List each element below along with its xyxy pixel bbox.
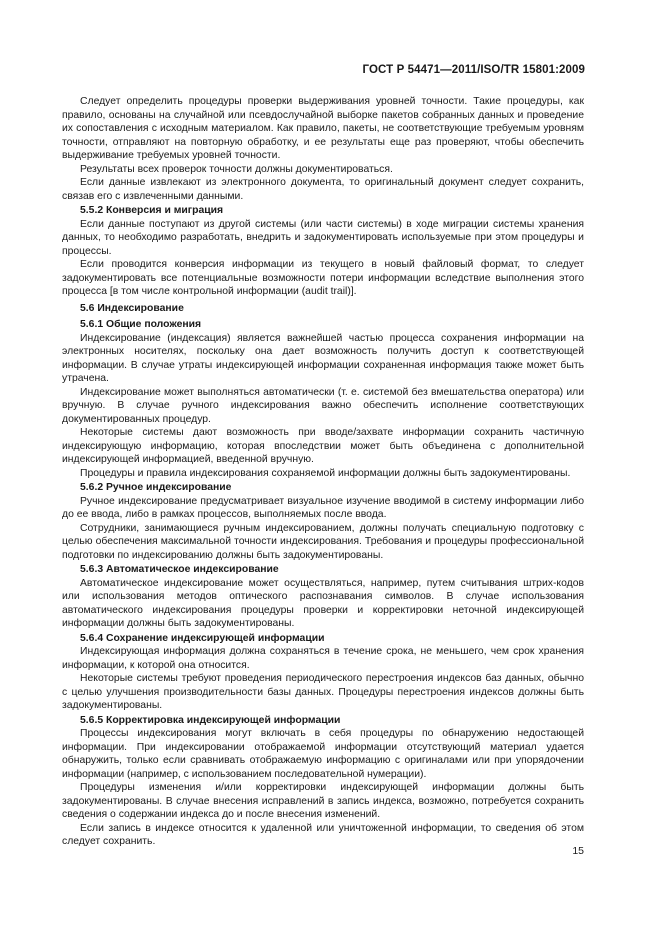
paragraph: Процессы индексирования могут включать в себя процедуры по обнаружению недостающей информации. При индексировании отображаемой информации отсутствующий материал удается обнаружить, только если сравнивать отображаемую информацию с оригиналами или при упорядочении информации (например, с использованием последовательной нумерации). — [62, 728, 584, 780]
page-number: 15 — [572, 845, 584, 857]
section-heading-5-6-5: 5.6.5 Корректировка индексирующей информации — [80, 714, 341, 726]
paragraph: Сотрудники, занимающиеся ручным индексированием, должны получать специальную подготовку с целью обеспечения максимальной точности индексирования. Требования и процедуры профессиональной подготовки по индексированию должны быть задокументированы. — [62, 522, 584, 561]
paragraph: Ручное индексирование предусматривает визуальное изучение вводимой в систему информации либо до ее ввода, либо в рамках процессов, выполняемых после ввода. — [62, 495, 584, 520]
paragraph: Если проводится конверсия информации из текущего в новый файловый формат, то следует задокументировать все потенциальные возможности потери информации вследствие выполнения этого процесса [в том числе контрольной информации (audit trail)]. — [62, 259, 584, 297]
paragraph: Индексирование может выполняться автоматически (т. е. системой без вмешательства оператора) или вручную. В случае ручного индексирования важно обеспечить исполнение соответствующих документированных процедур. — [62, 386, 584, 425]
paragraph: Результаты всех проверок точности должны документироваться. — [80, 163, 393, 175]
section-heading-5-6-4: 5.6.4 Сохранение индексирующей информации — [80, 632, 325, 644]
paragraph: Некоторые системы требуют проведения периодического перестроения индексов баз данных, обычно с целью улучшения производительности базы данных. Процедуры перестроения индексов должны быть задокументированы. — [62, 673, 584, 711]
page-content — [62, 95, 584, 849]
section-heading-5-6: 5.6 Индексирование — [80, 302, 184, 314]
paragraph: Если данные поступают из другой системы (или части системы) в ходе миграции системы хранения данных, то необходимо разработать, внедрить и задокументировать используемые при этом процедуры и процессы. — [62, 218, 584, 257]
paragraph: Процедуры изменения и/или корректировки индексирующей информации должны быть задокументированы. В случае внесения исправлений в запись индекса, возможно, потребуется сохранить сведения о содержании индекса до и после внесения изменений. — [62, 782, 584, 820]
paragraph: Если данные извлекают из электронного документа, то оригинальный документ следует сохранить, связав его с извлеченными данными. — [62, 177, 584, 202]
paragraph: Если запись в индексе относится к удаленной или уничтоженной информации, то сведения об этом следует сохранить. — [62, 822, 584, 847]
paragraph: Индексирование (индексация) является важнейшей частью процесса сохранения информации на электронных носителях, поскольку она дает возможность получить доступ к соответствующей информации. В случае утраты индексирующей информации сохраненная информация также может быть утрачена. — [62, 332, 584, 384]
paragraph: Автоматическое индексирование может осуществляться, например, путем считывания штрих-кодов или использования методов оптического распознавания символов. В случае использования автоматического индексирования процедуры проверки и корректировки неточной индексирующей информации должны быть задокументированы. — [62, 577, 584, 629]
document-code: ГОСТ Р 54471—2011/ISO/TR 15801:2009 — [362, 64, 585, 76]
paragraph: Процедуры и правила индексирования сохраняемой информации должны быть задокументированы. — [80, 467, 571, 479]
section-heading-5-6-2: 5.6.2 Ручное индексирование — [80, 482, 232, 493]
section-heading-5-6-1: 5.6.1 Общие положения — [80, 319, 202, 330]
paragraph: Некоторые системы дают возможность при вводе/захвате информации сохранить частичную индексирующую информацию, которая впоследствии может быть объединена с дополнительной индексирующей информацией, введенной вручную. — [62, 427, 584, 465]
section-heading-5-5-2: 5.5.2 Конверсия и миграция — [80, 205, 224, 216]
paragraph: Следует определить процедуры проверки выдерживания уровней точности. Такие процедуры, как правило, основаны на случайной или псевдослучайной выборке пакетов собранных данных и проведение их сопоставления с исходным материалом. Как правило, пакеты, не соответствующие требуемым уровням точности, отправляют на повторную обработку, и ее результаты еще раз проверяют, чтобы обеспечить выдерживание требуемых уровней точности. — [62, 96, 584, 161]
paragraph: Индексирующая информация должна сохраняться в течение срока, не меньшего, чем срок хранения информации, к которой она относится. — [62, 646, 584, 671]
section-heading-5-6-3: 5.6.3 Автоматическое индексирование — [80, 564, 279, 575]
